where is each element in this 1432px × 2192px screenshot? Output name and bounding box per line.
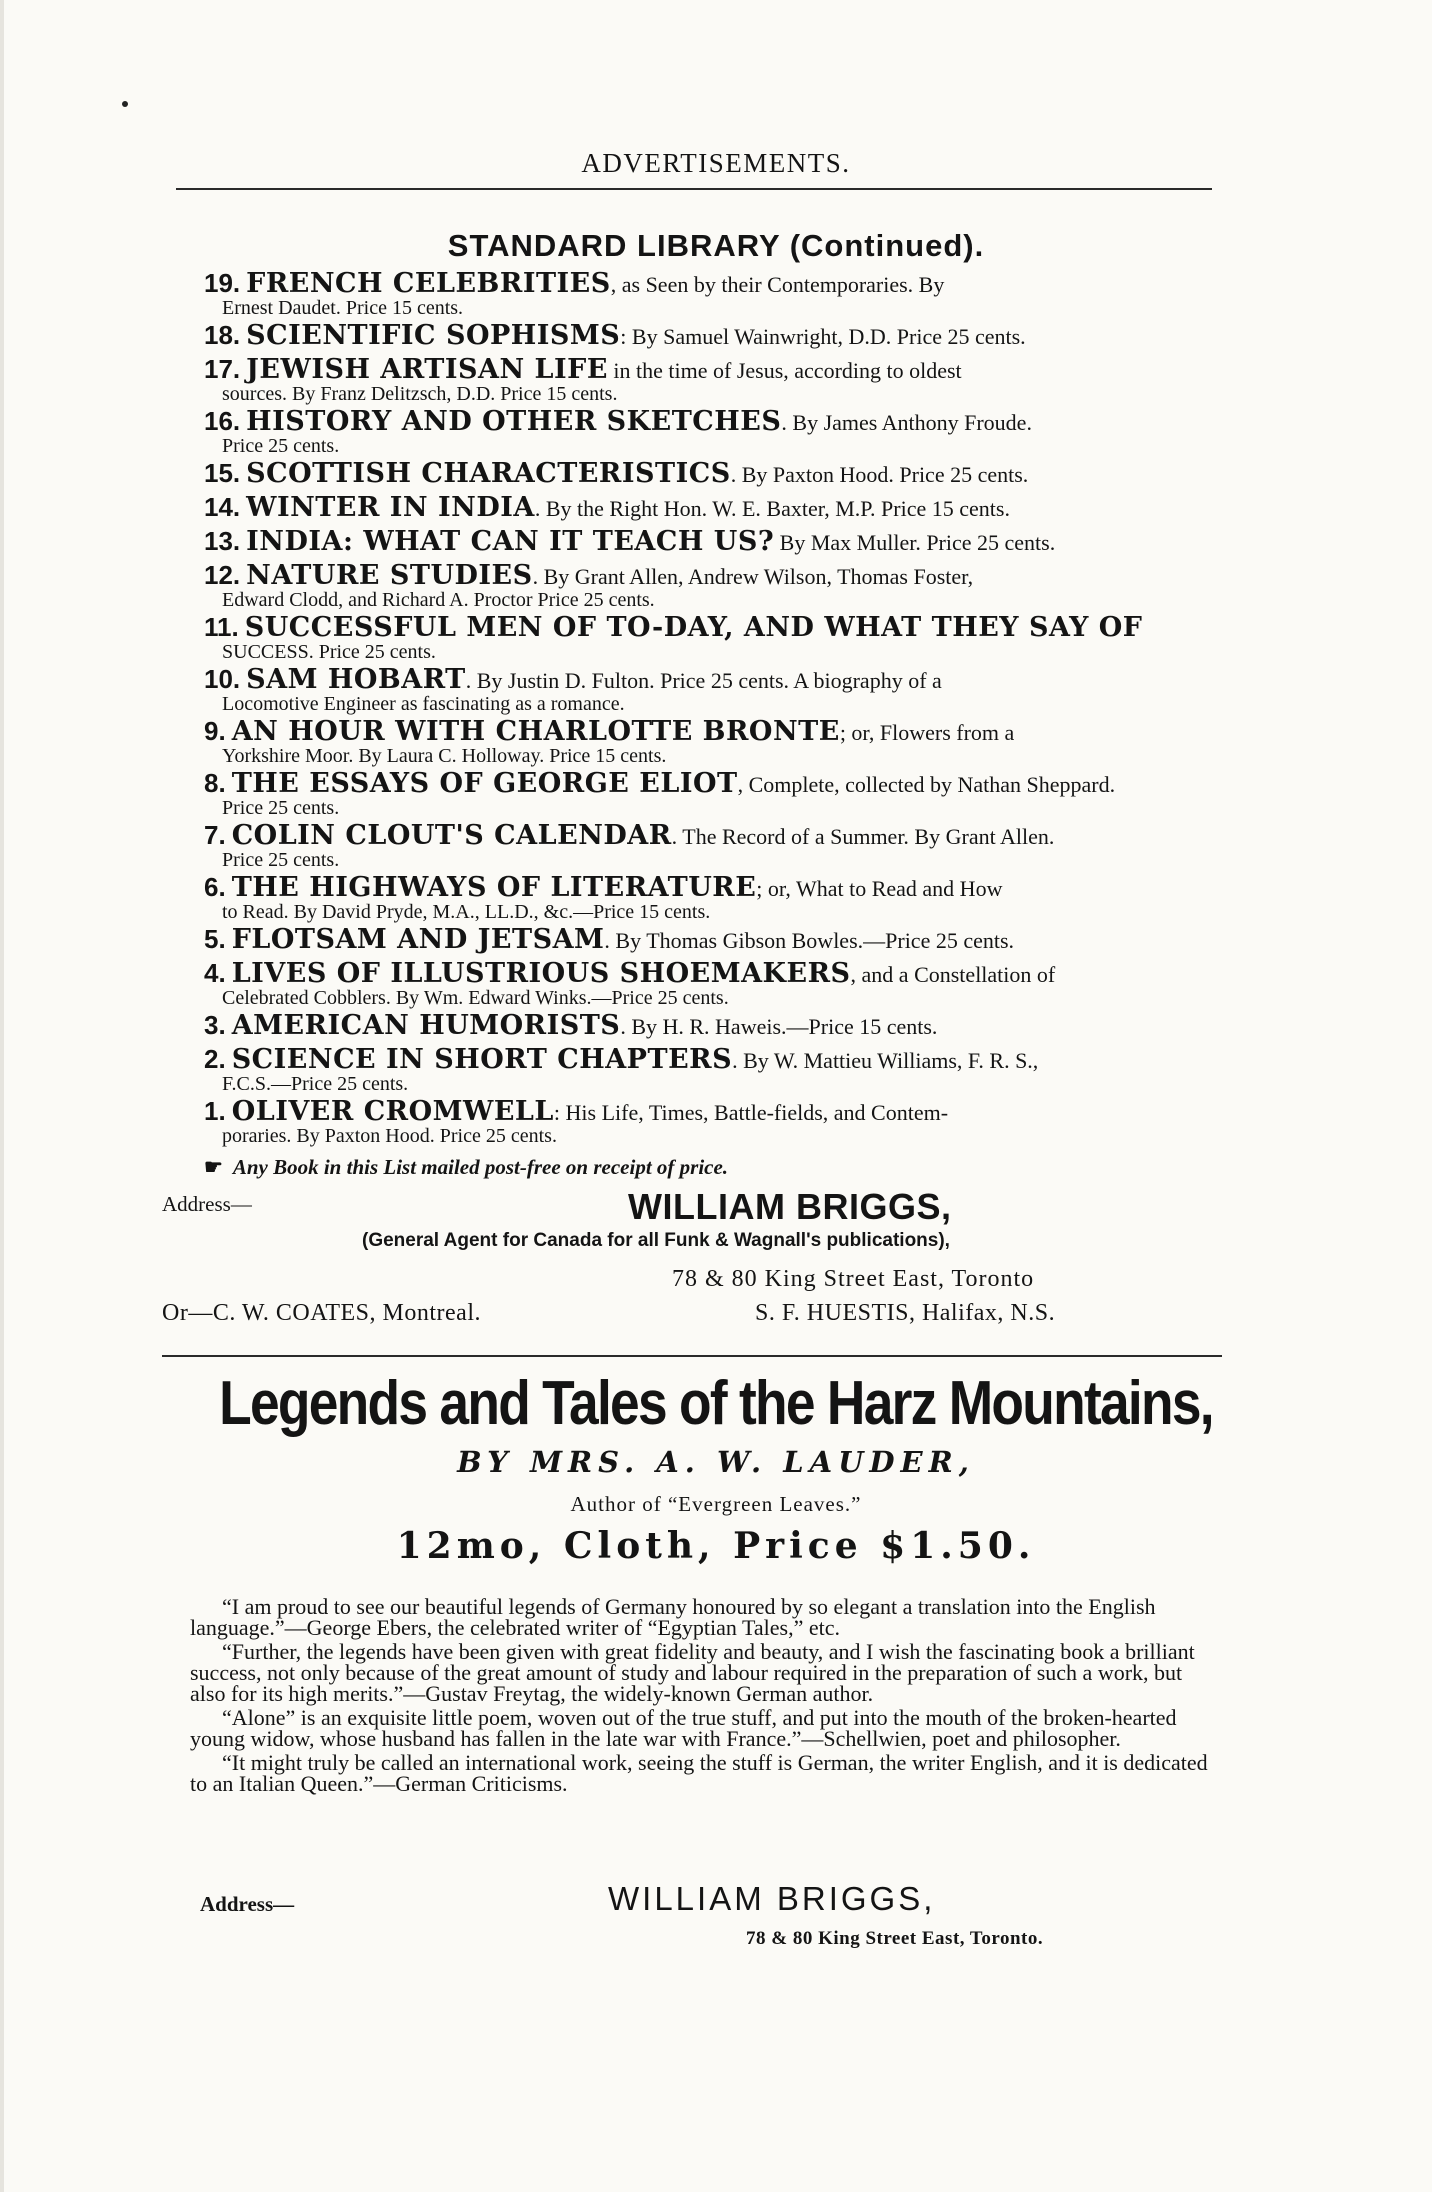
book-details: sources. By Franz Delitzsch, D.D. Price 15 cents. <box>222 383 618 405</box>
quote: “Further, the legends have been given with great fidelity and beauty, and I wish the fascinating book a brilliant success, not only because of the great amount of study and labour required in the preparation of such a work, but also for its high merits.”—Gustav Freytag, the widely-known German author. <box>190 1639 1195 1706</box>
book-entry-line <box>204 960 1234 988</box>
book-entry-line <box>204 770 1234 798</box>
book-title: OLIVER CROMWELL <box>231 1096 554 1127</box>
book-entry-line <box>204 1098 1234 1126</box>
book-entry-line <box>204 614 1234 642</box>
book-description: . By Justin D. Fulton. Price 25 cents. A biography of a <box>465 668 942 693</box>
book-entry <box>204 408 1234 456</box>
book-entry <box>204 770 1234 818</box>
book-description: . By James Anthony Froude. <box>781 410 1032 435</box>
page-edge <box>0 0 4 2192</box>
book-details: Locomotive Engineer as fascinating as a romance. <box>222 693 625 715</box>
agent-line: (General Agent for Canada for all Funk & Wagnall's publications), <box>362 1230 950 1251</box>
book-title: AMERICAN HUMORISTS <box>231 1010 621 1041</box>
author-credit: Author of “Evergreen Leaves.” <box>570 1492 862 1516</box>
book-entry <box>204 356 1234 404</box>
book-details: to Read. By David Pryde, M.A., LL.D., &c.—Price 15 cents. <box>222 901 711 923</box>
book-details: SUCCESS. Price 25 cents. <box>222 641 436 663</box>
book-title: SCIENCE IN SHORT CHAPTERS <box>231 1044 733 1075</box>
quote: “Alone” is an exquisite little poem, woven out of the true stuff, and put into the mouth of the broken-hearted young widow, whose husband has fallen in the late war with France.”—Schellwien, poet and philosopher. <box>190 1705 1177 1751</box>
book-entry-line <box>204 460 1234 488</box>
book-author: BY MRS. A. W. LAUDER, <box>457 1445 975 1479</box>
book-title: COLIN CLOUT'S CALENDAR <box>231 820 672 851</box>
book-entry <box>204 322 1234 350</box>
book-details: F.C.S.—Price 25 cents. <box>222 1073 409 1095</box>
book-title: Legends and Tales of the Harz Mountains, <box>219 1369 1213 1438</box>
publisher-street: 78 & 80 King Street East, Toronto. <box>746 1928 1044 1949</box>
book-description: , Complete, collected by Nathan Sheppard. <box>737 772 1116 797</box>
book-title: WINTER IN INDIA <box>246 492 535 523</box>
book-entry <box>204 494 1234 522</box>
book-entry <box>204 960 1234 1008</box>
mail-note-text: Any Book in this List mailed post-free on receipt of price. <box>232 1155 729 1179</box>
book-title: THE HIGHWAYS OF LITERATURE <box>231 872 757 903</box>
book-details: Ernest Daudet. Price 15 cents. <box>222 297 464 319</box>
page-header: ADVERTISEMENTS. <box>581 148 851 178</box>
book-number: 8. <box>204 768 226 798</box>
book-number: 16. <box>204 406 241 436</box>
quote: “It might truly be called an international work, seeing the stuff is German, the writer English, and it is dedicated to an Italian Queen.”—German Criticisms. <box>190 1750 1208 1796</box>
book-entry-line <box>204 322 1234 350</box>
book-entry <box>204 614 1234 662</box>
book-entry-line <box>204 562 1234 590</box>
book-description: in the time of Jesus, according to oldest <box>607 358 962 383</box>
book-entry <box>204 528 1234 556</box>
book-entry-line <box>204 494 1234 522</box>
book-entry-line <box>204 822 1234 850</box>
book-description: . By W. Mattieu Williams, F. R. S., <box>732 1048 1039 1073</box>
book-entry-line <box>204 926 1234 954</box>
book-list <box>204 270 1234 1150</box>
book-title: NATURE STUDIES <box>246 560 533 591</box>
book-description: . The Record of a Summer. By Grant Allen. <box>671 824 1055 849</box>
quote: “I am proud to see our beautiful legends of Germany honoured by so elegant a translation into the English language.”—George Ebers, the celebrated writer of “Egyptian Tales,” etc. <box>190 1594 1156 1640</box>
book-title: FLOTSAM AND JETSAM <box>231 924 605 955</box>
book-title: SCOTTISH CHARACTERISTICS <box>246 458 731 489</box>
book-number: 7. <box>204 820 226 850</box>
book-details: Price 25 cents. <box>222 435 340 457</box>
book-entry-line <box>204 528 1234 556</box>
book-details: Celebrated Cobblers. By Wm. Edward Winks.—Price 25 cents. <box>222 987 729 1009</box>
pointing-hand-icon: ☛ <box>204 1155 223 1179</box>
book-description: , and a Constellation of <box>850 962 1056 987</box>
publisher-name: WILLIAM BRIGGS, <box>628 1186 952 1227</box>
book-description: . By H. R. Haweis.—Price 15 cents. <box>620 1014 938 1039</box>
book-entry-line <box>204 1046 1234 1074</box>
book-description: . By the Right Hon. W. E. Baxter, M.P. Price 15 cents. <box>534 496 1010 521</box>
book-entry-line <box>204 356 1234 384</box>
halifax-agent: S. F. HUESTIS, Halifax, N.S. <box>755 1300 1056 1326</box>
book-number: 10. <box>204 664 241 694</box>
book-number: 5. <box>204 924 226 954</box>
ink-speck <box>122 101 128 107</box>
book-number: 11. <box>204 612 239 642</box>
publisher-street: 78 & 80 King Street East, Toronto <box>672 1266 1035 1292</box>
book-title: AN HOUR WITH CHARLOTTE BRONTE <box>231 716 840 747</box>
book-description: By Max Muller. Price 25 cents. <box>774 530 1056 555</box>
book-description: : By Samuel Wainwright, D.D. Price 25 cents. <box>620 324 1026 349</box>
book-number: 13. <box>204 526 241 556</box>
book-title: INDIA: WHAT CAN IT TEACH US? <box>246 526 775 557</box>
book-details: Price 25 cents. <box>222 797 340 819</box>
header-rule <box>176 188 1212 190</box>
book-description: . By Thomas Gibson Bowles.—Price 25 cents. <box>604 928 1015 953</box>
book-description: , as Seen by their Contemporaries. By <box>610 272 945 297</box>
mail-note <box>204 1155 728 1180</box>
book-description: ; or, What to Read and How <box>756 876 1003 901</box>
section-title: STANDARD LIBRARY (Continued). <box>447 228 985 263</box>
book-entry-line <box>204 874 1234 902</box>
book-number: 19. <box>204 268 241 298</box>
book-entry <box>204 460 1234 488</box>
book-entry <box>204 562 1234 610</box>
book-title: FRENCH CELEBRITIES <box>246 268 611 299</box>
book-number: 15. <box>204 458 241 488</box>
book-entry <box>204 270 1234 318</box>
book-entry <box>204 1012 1234 1040</box>
book-title: HISTORY AND OTHER SKETCHES <box>246 406 782 437</box>
book-entry <box>204 926 1234 954</box>
book-entry-line <box>204 408 1234 436</box>
book-entry <box>204 1098 1234 1146</box>
book-entry <box>204 666 1234 714</box>
book-title: SAM HOBART <box>246 664 466 695</box>
book-entry <box>204 1046 1234 1094</box>
book-details: Price 25 cents. <box>222 849 340 871</box>
book-number: 6. <box>204 872 226 902</box>
book-number: 14. <box>204 492 241 522</box>
book-details: poraries. By Paxton Hood. Price 25 cents. <box>222 1125 557 1147</box>
address-label: Address— <box>162 1192 252 1216</box>
book-number: 2. <box>204 1044 226 1074</box>
publisher-name: WILLIAM BRIGGS, <box>608 1880 936 1917</box>
book-entry-line <box>204 666 1234 694</box>
book-entry <box>204 822 1234 870</box>
book-title: SCIENTIFIC SOPHISMS <box>246 320 621 351</box>
book-entry <box>204 874 1234 922</box>
book-number: 9. <box>204 716 226 746</box>
book-number: 3. <box>204 1010 226 1040</box>
book-description: . By Grant Allen, Andrew Wilson, Thomas Foster, <box>532 564 974 589</box>
book-number: 17. <box>204 354 241 384</box>
book-number: 12. <box>204 560 241 590</box>
section-rule <box>162 1355 1222 1357</box>
book-price: 12mo, Cloth, Price $1.50. <box>396 1525 1036 1567</box>
book-entry-line <box>204 270 1234 298</box>
book-number: 4. <box>204 958 226 988</box>
book-title: THE ESSAYS OF GEORGE ELIOT <box>231 768 738 799</box>
address-label: Address— <box>200 1892 295 1916</box>
book-description: ; or, Flowers from a <box>839 720 1015 745</box>
book-details: Yorkshire Moor. By Laura C. Holloway. Price 15 cents. <box>222 745 667 767</box>
book-entry-line <box>204 1012 1234 1040</box>
book-description: : His Life, Times, Battle-fields, and Contem- <box>553 1100 949 1125</box>
book-description: . By Paxton Hood. Price 25 cents. <box>730 462 1029 487</box>
book-number: 1. <box>204 1096 226 1126</box>
book-entry <box>204 718 1234 766</box>
book-number: 18. <box>204 320 241 350</box>
book-details: Edward Clodd, and Richard A. Proctor Price 25 cents. <box>222 589 655 611</box>
book-entry-line <box>204 718 1234 746</box>
book-title: SUCCESSFUL MEN OF TO-DAY, AND WHAT THEY SAY OF <box>244 612 1143 643</box>
book-title: JEWISH ARTISAN LIFE <box>246 354 608 385</box>
review-quotes <box>190 1596 1220 1797</box>
montreal-agent: Or—C. W. COATES, Montreal. <box>162 1300 481 1326</box>
book-title: LIVES OF ILLUSTRIOUS SHOEMAKERS <box>231 958 851 989</box>
